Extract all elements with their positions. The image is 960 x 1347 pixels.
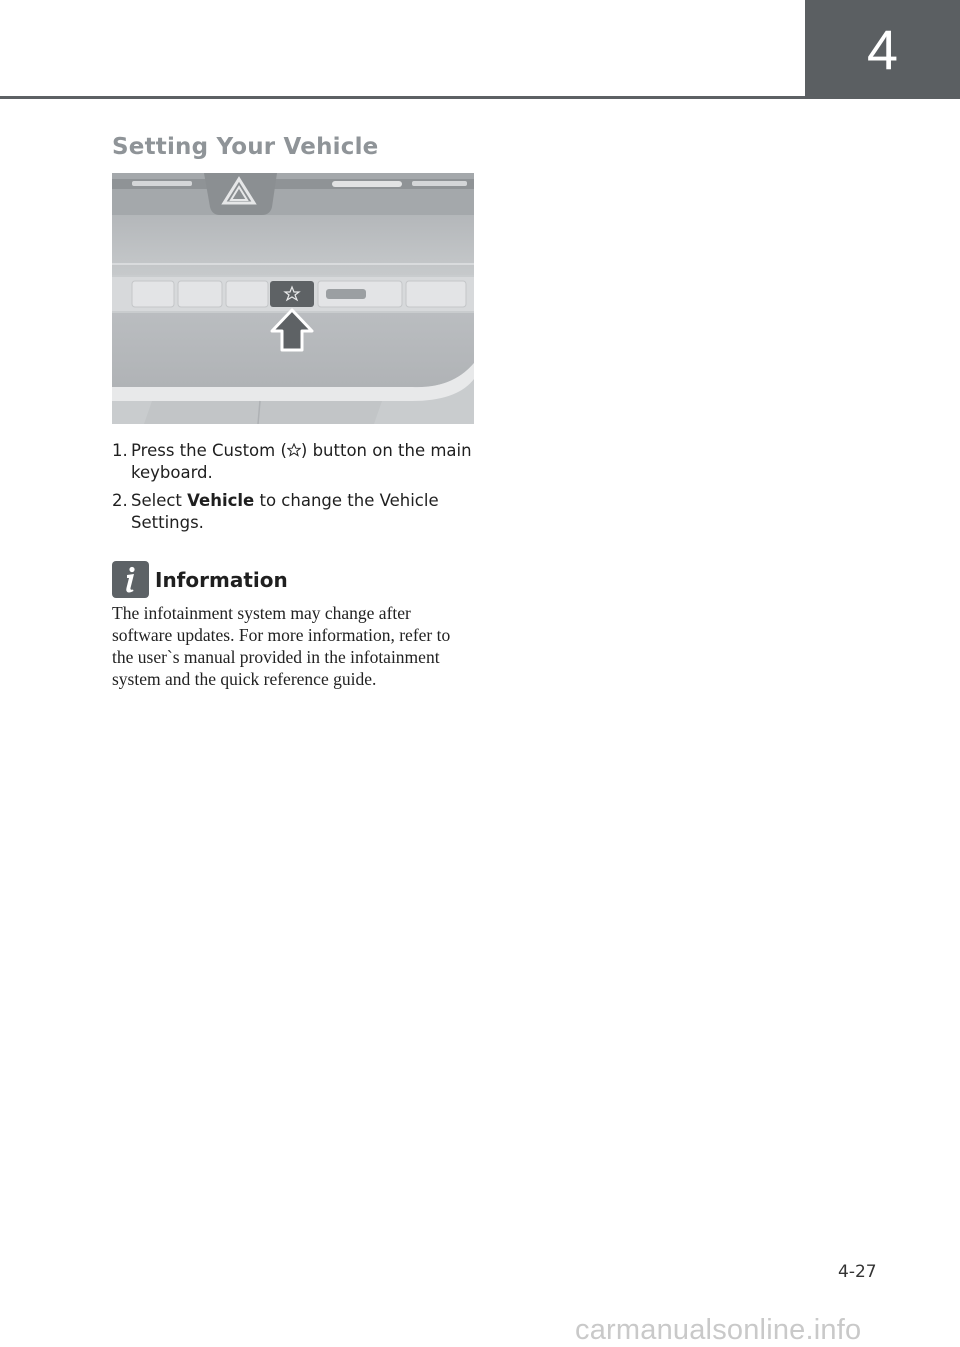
step-item [112, 490, 474, 534]
step-text-after: ) button on the main keyboard. [131, 441, 472, 482]
info-body: The infotainment system may change after software updates. For more information, refer to the user`s manual provided in the infotainment system and the quick reference guide. [112, 603, 451, 689]
info-i-icon [112, 561, 149, 598]
step-text-after: to change the Vehicle Settings. [131, 491, 439, 532]
step-item [112, 440, 474, 484]
info-title: Information [155, 567, 288, 592]
hazard-button-icon [204, 173, 277, 215]
header-rule [0, 96, 805, 99]
watermark: carmanualsonline.info [575, 1314, 862, 1346]
step-text-before: Press the Custom ( [131, 441, 287, 460]
page-number: 4-27 [838, 1262, 877, 1282]
dashboard-illustration [112, 173, 474, 424]
step-bold-term: Vehicle [187, 491, 255, 510]
chapter-tab [805, 0, 960, 99]
step-number: 2. [112, 491, 128, 510]
info-heading [112, 561, 288, 598]
steps-list [112, 440, 474, 540]
step-number: 1. [112, 441, 128, 460]
chapter-number: 4 [866, 18, 899, 81]
section-title: Setting Your Vehicle [112, 134, 379, 160]
step-text-before: Select [131, 491, 188, 510]
star-outline-icon [287, 443, 301, 457]
